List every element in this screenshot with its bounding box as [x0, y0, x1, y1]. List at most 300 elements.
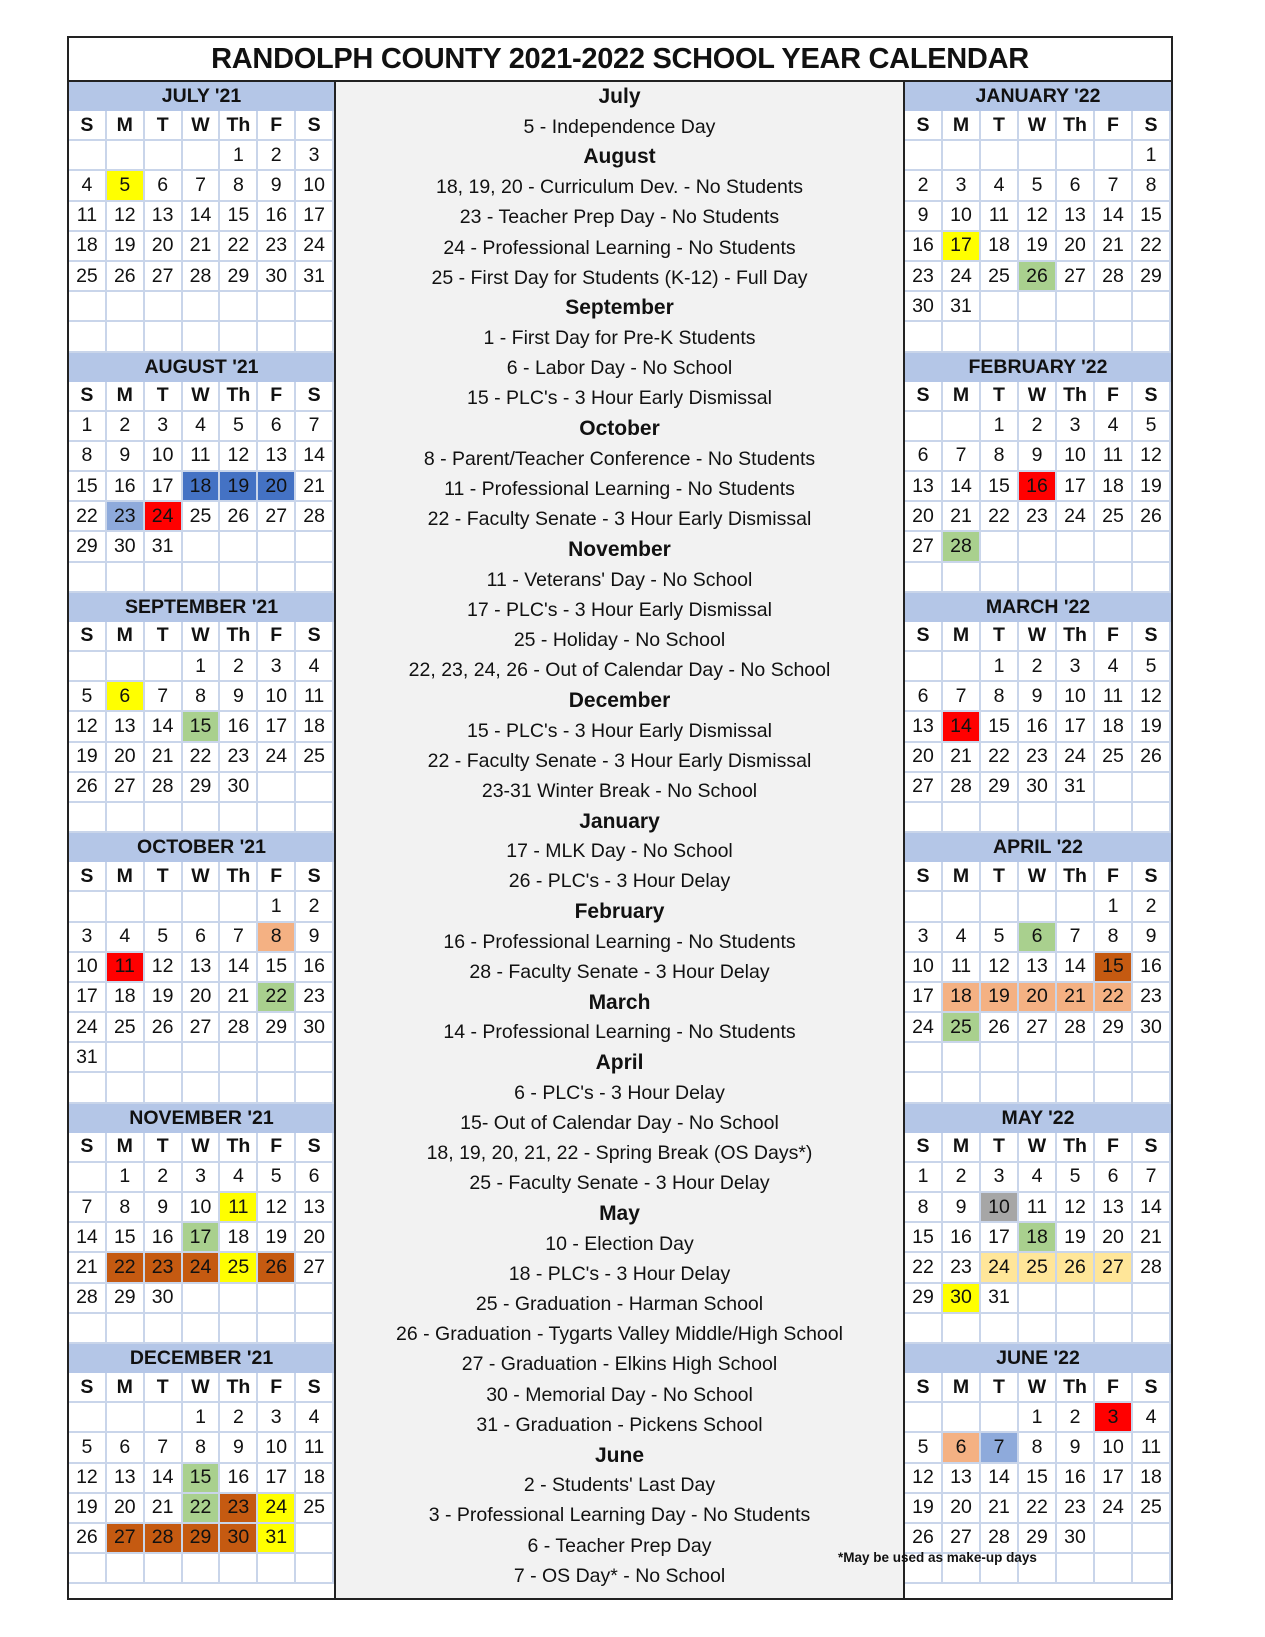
- empty-day-cell: [145, 322, 183, 352]
- empty-day-cell: [981, 532, 1019, 562]
- weekday-header: S: [296, 622, 334, 652]
- day-cell: 20: [183, 983, 221, 1013]
- empty-day-cell: [943, 803, 981, 833]
- day-cell: 19: [1019, 232, 1057, 262]
- day-cell: 25: [1019, 1253, 1057, 1283]
- weekday-header: W: [1019, 382, 1057, 412]
- day-cell: 24: [981, 1253, 1019, 1283]
- day-cell: 29: [69, 532, 107, 562]
- weekday-header: M: [943, 622, 981, 652]
- weekday-header: M: [943, 111, 981, 141]
- day-cell: 24: [258, 743, 296, 773]
- day-cell: 9: [1133, 923, 1171, 953]
- empty-day-cell: [296, 773, 334, 803]
- day-cell: 5: [905, 1433, 943, 1463]
- month-title: AUGUST '21: [69, 353, 334, 382]
- day-cell: 1: [1095, 892, 1133, 922]
- empty-day-cell: [258, 803, 296, 833]
- day-cell: 6: [1057, 171, 1095, 201]
- empty-day-cell: [145, 1073, 183, 1103]
- day-cell: 14: [943, 472, 981, 502]
- day-cell: 20: [905, 743, 943, 773]
- day-cell: 10: [296, 171, 334, 201]
- day-cell: 18: [107, 983, 145, 1013]
- weekday-header: W: [1019, 862, 1057, 892]
- page-title: RANDOLPH COUNTY 2021-2022 SCHOOL YEAR CALENDAR: [69, 38, 1171, 82]
- event-item: 6 - Teacher Prep Day: [527, 1534, 712, 1557]
- day-cell: 26: [220, 502, 258, 532]
- event-item: 11 - Veterans' Day - No School: [486, 568, 753, 591]
- week-row: [905, 292, 1171, 322]
- empty-day-cell: [258, 1284, 296, 1314]
- week-row: [69, 803, 334, 833]
- day-cell: 14: [145, 712, 183, 742]
- weekday-header: Th: [1057, 111, 1095, 141]
- day-cell: 6: [107, 682, 145, 712]
- day-cell: 1: [220, 141, 258, 171]
- day-cell: 2: [145, 1163, 183, 1193]
- day-cell: 17: [1057, 472, 1095, 502]
- weekday-header: M: [943, 1373, 981, 1403]
- empty-day-cell: [220, 563, 258, 593]
- day-cell: 4: [69, 171, 107, 201]
- month-title: MAY '22: [905, 1104, 1171, 1133]
- event-item: 26 - Graduation - Tygarts Valley Middle/High School: [396, 1323, 843, 1346]
- day-cell: 19: [69, 743, 107, 773]
- day-cell: 23: [1057, 1494, 1095, 1524]
- day-cell: 19: [1133, 712, 1171, 742]
- day-cell: 12: [69, 1464, 107, 1494]
- day-cell: 21: [1095, 232, 1133, 262]
- day-cell: 4: [296, 1403, 334, 1433]
- empty-day-cell: [296, 803, 334, 833]
- weekday-header: M: [107, 1133, 145, 1163]
- day-cell: 30: [220, 773, 258, 803]
- event-month-heading: May: [599, 1202, 640, 1226]
- empty-day-cell: [1019, 532, 1057, 562]
- day-cell: 28: [1095, 262, 1133, 292]
- day-cell: 15: [69, 472, 107, 502]
- day-cell: 30: [258, 262, 296, 292]
- day-cell: 5: [107, 171, 145, 201]
- day-cell: 8: [1019, 1433, 1057, 1463]
- day-cell: 8: [258, 923, 296, 953]
- weekday-header: T: [145, 111, 183, 141]
- day-cell: 5: [258, 1163, 296, 1193]
- day-cell: 6: [1019, 923, 1057, 953]
- day-cell: 3: [1057, 652, 1095, 682]
- day-cell: 10: [981, 1193, 1019, 1223]
- empty-day-cell: [183, 1284, 221, 1314]
- empty-day-cell: [1095, 532, 1133, 562]
- empty-day-cell: [1019, 563, 1057, 593]
- day-cell: 20: [1019, 983, 1057, 1013]
- empty-day-cell: [296, 1554, 334, 1584]
- empty-day-cell: [145, 1043, 183, 1073]
- week-row: [69, 532, 334, 562]
- day-cell: 4: [296, 652, 334, 682]
- empty-day-cell: [220, 532, 258, 562]
- weekday-header: Th: [1057, 1133, 1095, 1163]
- empty-day-cell: [183, 1554, 221, 1584]
- day-cell: 27: [183, 1013, 221, 1043]
- week-row: [69, 743, 334, 773]
- day-cell: 24: [183, 1253, 221, 1283]
- month-block: [69, 82, 334, 353]
- day-cell: 15: [220, 202, 258, 232]
- weekday-header: S: [69, 862, 107, 892]
- weekday-header: F: [1095, 1373, 1133, 1403]
- empty-day-cell: [1095, 1314, 1133, 1344]
- day-cell: 26: [1019, 262, 1057, 292]
- day-cell: 14: [981, 1464, 1019, 1494]
- day-cell: 25: [981, 262, 1019, 292]
- event-month-heading: December: [568, 688, 671, 712]
- left-month-column: [69, 82, 334, 1584]
- day-cell: 16: [943, 1223, 981, 1253]
- empty-day-cell: [107, 1043, 145, 1073]
- event-item: 3 - Professional Learning Day - No Students: [428, 1504, 811, 1527]
- day-cell: 13: [107, 1464, 145, 1494]
- day-cell: 8: [1095, 923, 1133, 953]
- day-cell: 10: [1057, 442, 1095, 472]
- week-row: [69, 1253, 334, 1283]
- empty-day-cell: [220, 322, 258, 352]
- day-cell: 30: [905, 292, 943, 322]
- day-cell: 12: [1133, 682, 1171, 712]
- day-cell: 15: [183, 712, 221, 742]
- day-cell: 28: [296, 502, 334, 532]
- day-cell: 16: [1019, 472, 1057, 502]
- empty-day-cell: [183, 803, 221, 833]
- event-item: 28 - Faculty Senate - 3 Hour Delay: [469, 961, 770, 984]
- month-block: [69, 1344, 334, 1584]
- empty-day-cell: [69, 292, 107, 322]
- day-cell: 9: [296, 923, 334, 953]
- day-cell: 9: [1057, 1433, 1095, 1463]
- day-cell: 22: [1133, 232, 1171, 262]
- weekday-header: T: [981, 1133, 1019, 1163]
- empty-day-cell: [1095, 322, 1133, 352]
- day-cell: 23: [258, 232, 296, 262]
- empty-day-cell: [296, 1073, 334, 1103]
- day-cell: 1: [1133, 141, 1171, 171]
- day-cell: 22: [905, 1253, 943, 1283]
- day-cell: 9: [220, 1433, 258, 1463]
- day-cell: 24: [1057, 743, 1095, 773]
- day-cell: 30: [107, 532, 145, 562]
- day-cell: 7: [943, 442, 981, 472]
- weekday-header: S: [69, 622, 107, 652]
- weekday-header: T: [981, 382, 1019, 412]
- month-block: [69, 593, 334, 833]
- event-item: 1 - First Day for Pre-K Students: [483, 327, 756, 350]
- weekday-header: W: [183, 111, 221, 141]
- event-item: 2 - Students' Last Day: [523, 1474, 716, 1497]
- day-cell: 30: [296, 1013, 334, 1043]
- month-title: OCTOBER '21: [69, 833, 334, 862]
- day-cell: 1: [905, 1163, 943, 1193]
- day-cell: 3: [183, 1163, 221, 1193]
- day-cell: 17: [943, 232, 981, 262]
- day-cell: 15: [183, 1464, 221, 1494]
- month-title: JANUARY '22: [905, 82, 1171, 111]
- day-cell: 23: [905, 262, 943, 292]
- week-row: [69, 712, 334, 742]
- day-cell: 7: [145, 682, 183, 712]
- day-cell: 6: [905, 442, 943, 472]
- day-cell: 2: [258, 141, 296, 171]
- weekday-header: S: [1133, 382, 1171, 412]
- day-cell: 4: [1095, 412, 1133, 442]
- empty-day-cell: [220, 292, 258, 322]
- week-row: [905, 1464, 1171, 1494]
- weekday-header: T: [145, 862, 183, 892]
- event-item: 15 - PLC's - 3 Hour Early Dismissal: [467, 387, 772, 410]
- day-cell: 30: [1133, 1013, 1171, 1043]
- event-item: 25 - Graduation - Harman School: [475, 1293, 764, 1316]
- day-cell: 13: [183, 953, 221, 983]
- day-cell: 19: [981, 983, 1019, 1013]
- event-month-heading: April: [595, 1051, 644, 1075]
- day-cell: 13: [905, 712, 943, 742]
- event-item: 16 - Professional Learning - No Students: [443, 930, 796, 953]
- weekday-header: S: [905, 622, 943, 652]
- empty-day-cell: [69, 1314, 107, 1344]
- weekday-header: S: [296, 1133, 334, 1163]
- day-cell: 18: [296, 712, 334, 742]
- weekday-header: S: [296, 862, 334, 892]
- empty-day-cell: [296, 532, 334, 562]
- week-row: [905, 1494, 1171, 1524]
- empty-day-cell: [1095, 1284, 1133, 1314]
- day-cell: 19: [69, 1494, 107, 1524]
- event-item: 27 - Graduation - Elkins High School: [461, 1353, 778, 1376]
- weekday-header: M: [943, 382, 981, 412]
- empty-day-cell: [1057, 1284, 1095, 1314]
- day-cell: 22: [69, 502, 107, 532]
- empty-day-cell: [107, 1314, 145, 1344]
- day-cell: 22: [107, 1253, 145, 1283]
- day-cell: 27: [258, 502, 296, 532]
- weekday-header: T: [145, 1373, 183, 1403]
- day-cell: 29: [905, 1284, 943, 1314]
- day-cell: 29: [183, 1524, 221, 1554]
- day-cell: 31: [258, 1524, 296, 1554]
- day-cell: 12: [220, 442, 258, 472]
- day-cell: 21: [981, 1494, 1019, 1524]
- weekday-header: T: [145, 382, 183, 412]
- event-month-heading: June: [594, 1443, 644, 1467]
- empty-day-cell: [905, 652, 943, 682]
- day-cell: 19: [107, 232, 145, 262]
- day-cell: 19: [1133, 472, 1171, 502]
- day-cell: 2: [220, 1403, 258, 1433]
- event-item: 8 - Parent/Teacher Conference - No Students: [423, 447, 816, 470]
- month-title: APRIL '22: [905, 833, 1171, 862]
- day-cell: 11: [1095, 442, 1133, 472]
- day-cell: 2: [905, 171, 943, 201]
- week-row: [69, 412, 334, 442]
- day-cell: 31: [943, 292, 981, 322]
- week-row: [69, 141, 334, 171]
- day-cell: 17: [981, 1223, 1019, 1253]
- empty-day-cell: [145, 292, 183, 322]
- day-cell: 22: [258, 983, 296, 1013]
- event-item: 5 - Independence Day: [523, 115, 716, 138]
- day-cell: 1: [981, 652, 1019, 682]
- event-item: 22 - Faculty Senate - 3 Hour Early Dismissal: [427, 508, 812, 531]
- day-cell: 22: [981, 502, 1019, 532]
- day-cell: 23: [220, 743, 258, 773]
- day-cell: 15: [1133, 202, 1171, 232]
- day-cell: 6: [183, 923, 221, 953]
- day-cell: 11: [69, 202, 107, 232]
- event-month-heading: August: [583, 145, 656, 169]
- day-cell: 23: [1133, 983, 1171, 1013]
- day-cell: 13: [905, 472, 943, 502]
- empty-day-cell: [69, 322, 107, 352]
- day-cell: 14: [943, 712, 981, 742]
- day-cell: 14: [1057, 953, 1095, 983]
- event-item: 17 - MLK Day - No School: [506, 840, 733, 863]
- week-row: [905, 983, 1171, 1013]
- day-cell: 5: [1019, 171, 1057, 201]
- weekday-header: S: [69, 1133, 107, 1163]
- day-cell: 31: [69, 1043, 107, 1073]
- day-cell: 1: [69, 412, 107, 442]
- day-cell: 15: [905, 1223, 943, 1253]
- day-cell: 28: [69, 1284, 107, 1314]
- weekday-header: S: [69, 382, 107, 412]
- week-row: [69, 652, 334, 682]
- day-cell: 16: [145, 1223, 183, 1253]
- day-cell: 20: [1057, 232, 1095, 262]
- day-cell: 18: [220, 1223, 258, 1253]
- day-cell: 18: [1133, 1464, 1171, 1494]
- empty-day-cell: [220, 892, 258, 922]
- day-cell: 29: [1019, 1524, 1057, 1554]
- empty-day-cell: [1057, 322, 1095, 352]
- day-cell: 14: [145, 1464, 183, 1494]
- day-cell: 9: [1019, 442, 1057, 472]
- day-cell: 4: [1133, 1403, 1171, 1433]
- empty-day-cell: [220, 1314, 258, 1344]
- day-cell: 22: [183, 743, 221, 773]
- day-cell: 12: [1057, 1193, 1095, 1223]
- event-item: 15- Out of Calendar Day - No School: [460, 1111, 779, 1134]
- event-item: 30 - Memorial Day - No School: [486, 1383, 753, 1406]
- weekday-header: Th: [220, 1373, 258, 1403]
- month-block: [69, 1104, 334, 1344]
- day-cell: 24: [145, 502, 183, 532]
- day-cell: 4: [107, 923, 145, 953]
- month-block: [905, 1344, 1171, 1584]
- day-cell: 8: [905, 1193, 943, 1223]
- day-cell: 28: [145, 773, 183, 803]
- weekday-header-row: [905, 622, 1171, 652]
- weekday-header: Th: [220, 382, 258, 412]
- empty-day-cell: [258, 1043, 296, 1073]
- event-item: 22 - Faculty Senate - 3 Hour Early Dismissal: [427, 749, 812, 772]
- empty-day-cell: [258, 563, 296, 593]
- empty-day-cell: [296, 1284, 334, 1314]
- week-row: [69, 1403, 334, 1433]
- month-block: [905, 833, 1171, 1104]
- day-cell: 30: [220, 1524, 258, 1554]
- day-cell: 7: [183, 171, 221, 201]
- day-cell: 28: [1057, 1013, 1095, 1043]
- empty-day-cell: [183, 141, 221, 171]
- day-cell: 27: [905, 532, 943, 562]
- week-row: [69, 983, 334, 1013]
- day-cell: 11: [1133, 1433, 1171, 1463]
- day-cell: 12: [107, 202, 145, 232]
- day-cell: 28: [145, 1524, 183, 1554]
- empty-day-cell: [107, 803, 145, 833]
- empty-day-cell: [905, 803, 943, 833]
- day-cell: 8: [981, 442, 1019, 472]
- empty-day-cell: [981, 322, 1019, 352]
- day-cell: 9: [107, 442, 145, 472]
- day-cell: 2: [1019, 652, 1057, 682]
- day-cell: 26: [1057, 1253, 1095, 1283]
- event-month-heading: October: [579, 417, 660, 441]
- day-cell: 29: [1133, 262, 1171, 292]
- day-cell: 1: [183, 652, 221, 682]
- weekday-header: F: [258, 622, 296, 652]
- day-cell: 15: [1095, 953, 1133, 983]
- day-cell: 27: [943, 1524, 981, 1554]
- empty-day-cell: [69, 803, 107, 833]
- day-cell: 7: [1057, 923, 1095, 953]
- empty-day-cell: [69, 563, 107, 593]
- week-row: [69, 1314, 334, 1344]
- empty-day-cell: [220, 1043, 258, 1073]
- day-cell: 17: [69, 983, 107, 1013]
- week-row: [69, 953, 334, 983]
- week-row: [905, 682, 1171, 712]
- empty-day-cell: [1019, 1073, 1057, 1103]
- empty-day-cell: [296, 1043, 334, 1073]
- week-row: [905, 652, 1171, 682]
- day-cell: 10: [1057, 682, 1095, 712]
- empty-day-cell: [183, 1043, 221, 1073]
- day-cell: 27: [296, 1253, 334, 1283]
- empty-day-cell: [69, 1073, 107, 1103]
- day-cell: 20: [296, 1223, 334, 1253]
- weekday-header-row: [69, 1373, 334, 1403]
- week-row: [905, 532, 1171, 562]
- empty-day-cell: [981, 1403, 1019, 1433]
- empty-day-cell: [905, 322, 943, 352]
- day-cell: 25: [296, 743, 334, 773]
- footnote: *May be used as make-up days: [838, 1550, 1037, 1565]
- day-cell: 24: [1057, 502, 1095, 532]
- day-cell: 18: [69, 232, 107, 262]
- week-row: [905, 202, 1171, 232]
- week-row: [905, 442, 1171, 472]
- week-row: [69, 1193, 334, 1223]
- day-cell: 28: [1133, 1253, 1171, 1283]
- day-cell: 18: [1095, 712, 1133, 742]
- empty-day-cell: [1057, 292, 1095, 322]
- empty-day-cell: [183, 1314, 221, 1344]
- weekday-header-row: [905, 382, 1171, 412]
- day-cell: 1: [981, 412, 1019, 442]
- weekday-header: W: [183, 382, 221, 412]
- day-cell: 14: [69, 1223, 107, 1253]
